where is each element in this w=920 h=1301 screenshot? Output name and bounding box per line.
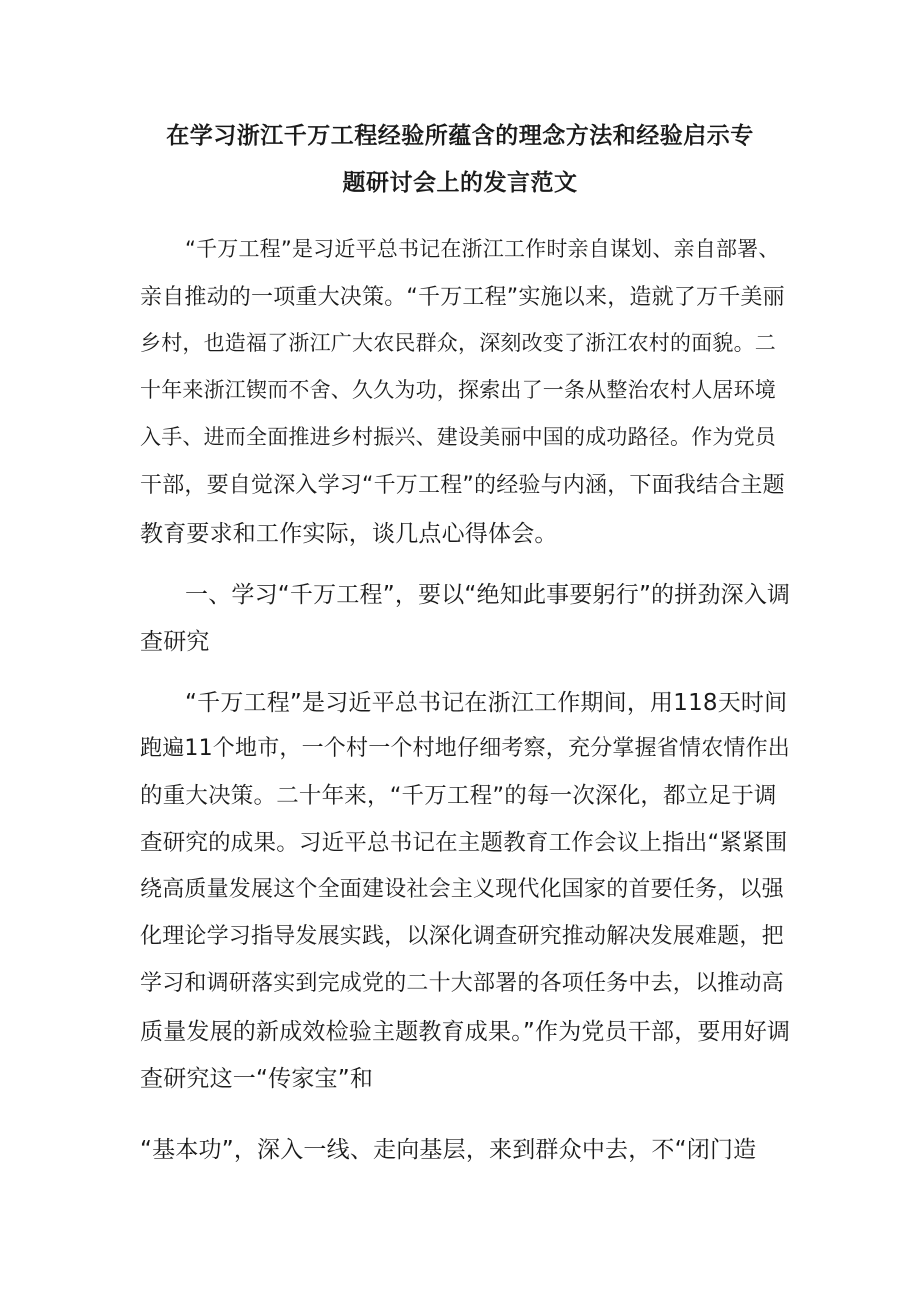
paragraph-2-line: 的重大决策。二十年来，“千万工程”的每一次深化，都立足于调 [140,783,777,809]
paragraph-1-line: 亲自推动的一项重大决策。“千万工程”实施以来，造就了万千美丽 [140,285,785,310]
paragraph-1-line: 教育要求和工作实际，谈几点心得体会。 [140,521,558,547]
section-heading-line: 查研究 [140,629,210,655]
paragraph-1-line: 乡村，也造福了浙江广大农民群众，深刻改变了浙江农村的面貌。二 [140,331,776,355]
paragraph-1-line: “千万工程”是习近平总书记在浙江工作时亲自谋划、亲自部署、 [185,237,780,261]
paragraph-2-line: 绕高质量发展这个全面建设社会主义现代化国家的首要任务，以强 [140,877,784,902]
document-title-line-1: 在学习浙江千万工程经验所蕴含的理念方法和经验启示专 [166,123,754,149]
paragraph-2-line: 化理论学习指导发展实践，以深化调查研究推动解决发展难题，把 [140,924,784,949]
paragraph-2-line: 查研究这一“传家宝”和 [140,1066,374,1092]
document-title-line-2: 题研讨会上的发言范文 [342,170,578,196]
section-heading-line: 一、学习“千万工程”，要以“绝知此事要躬行”的拼劲深入调 [185,582,791,608]
paragraph-2-line: 质量发展的新成效检验主题教育成果。”作为党员干部，要用好调 [140,1019,791,1045]
paragraph-3-line: “基本功”，深入一线、走向基层，来到群众中去，不“闭门造 [140,1137,757,1163]
paragraph-1-line: 干部，要自觉深入学习“千万工程”的经验与内涵，下面我结合主题 [140,473,785,498]
paragraph-2-line: 跑遍11个地市，一个村一个村地仔细考察，充分掌握省情农情作出 [140,736,790,761]
paragraph-2-line: “千万工程”是习近平总书记在浙江工作期间，用118天时间 [185,690,788,716]
paragraph-2-line: 查研究的成果。习近平总书记在主题教育工作会议上指出“紧紧围 [140,830,788,856]
paragraph-1-line: 入手、进而全面推进乡村振兴、建设美丽中国的成功路径。作为党员 [140,425,776,449]
paragraph-1-line: 十年来浙江锲而不舍、久久为功，探索出了一条从整治农村人居环境 [140,378,776,402]
paragraph-2-line: 学习和调研落实到完成党的二十大部署的各项任务中去，以推动高 [140,971,784,996]
